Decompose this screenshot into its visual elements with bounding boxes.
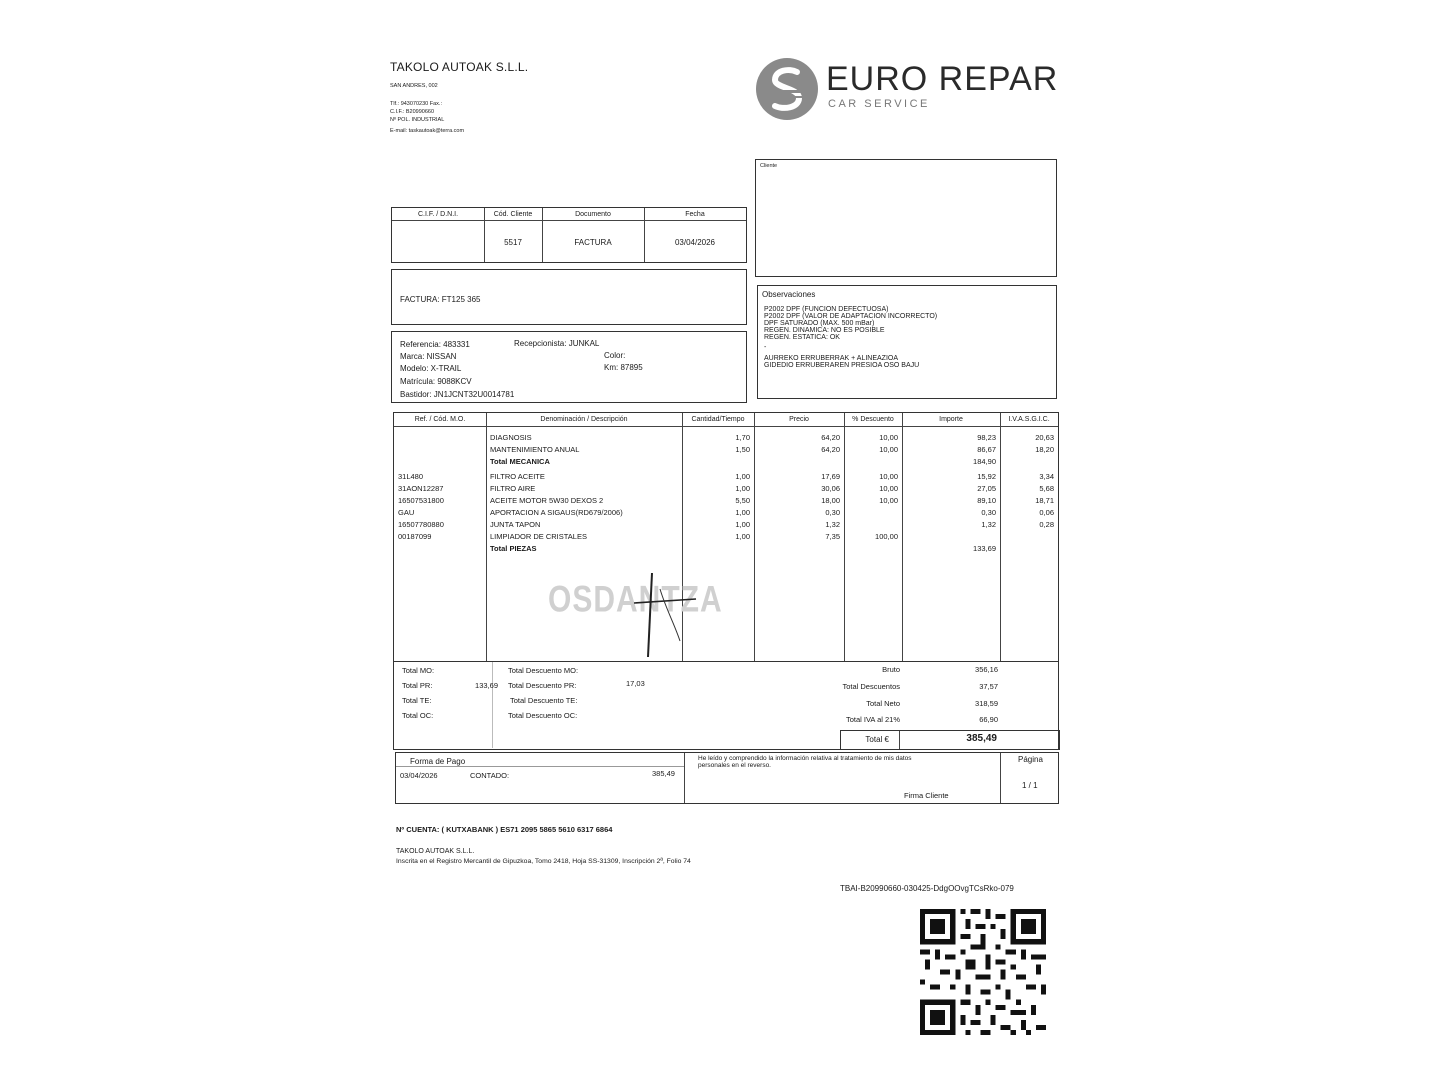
observation-line: DPF SATURADO (MAX. 500 mBar) bbox=[764, 320, 875, 327]
cell-qty: 1,00 bbox=[735, 520, 750, 529]
col-price: Precio bbox=[789, 416, 809, 423]
cell-iva: 5,68 bbox=[1039, 484, 1054, 493]
observation-line: P2002 DPF (FUNCION DEFECTUOSA) bbox=[764, 306, 889, 313]
brand-title: EURO REPAR bbox=[826, 60, 1059, 98]
payment-method: CONTADO: bbox=[470, 771, 510, 780]
cell-iva: 20,63 bbox=[1035, 433, 1054, 442]
workshop-stamp: OSDANTZA bbox=[548, 578, 723, 620]
cell-desc: ACEITE MOTOR 5W30 DEXOS 2 bbox=[490, 496, 604, 505]
cell-iva: 0,06 bbox=[1039, 508, 1054, 517]
cell-price: 64,20 bbox=[821, 445, 840, 454]
vehicle-bastidor: Bastidor: JN1JCNT32U0014781 bbox=[400, 390, 515, 399]
col-disc: % Descuento bbox=[852, 416, 894, 423]
col-ref: Ref. / Cód. M.O. bbox=[414, 416, 466, 423]
cell-amount: 86,67 bbox=[977, 445, 996, 454]
company-name: TAKOLO AUTOAK S.L.L. bbox=[390, 60, 529, 74]
cell-price: 18,00 bbox=[821, 496, 840, 505]
cell-disc: 10,00 bbox=[879, 484, 898, 493]
cell-disc: 100,00 bbox=[875, 532, 898, 541]
cell-ref: 31AON12287 bbox=[398, 484, 444, 493]
company-pol: Nº POL. INDUSTRIAL bbox=[390, 117, 445, 123]
client-box bbox=[755, 159, 1057, 277]
company-email: E-mail: taskautoak@terra.com bbox=[390, 128, 465, 134]
cell-amount: 1,32 bbox=[981, 520, 996, 529]
disc-pr-value: 17,03 bbox=[626, 679, 645, 688]
cell-amount: 89,10 bbox=[977, 496, 996, 505]
cell-amount: 27,05 bbox=[977, 484, 996, 493]
vehicle-km: Km: 87895 bbox=[604, 363, 643, 372]
consent-text-2: personales en el reverso. bbox=[698, 762, 771, 769]
cell-desc: MANTENIMIENTO ANUAL bbox=[490, 445, 580, 454]
cell-amount: 133,69 bbox=[973, 544, 996, 553]
observations-title: Observaciones bbox=[762, 290, 816, 299]
company-address: SAN ANDRES, 002 bbox=[390, 83, 438, 89]
total-iva-label: Total IVA al 21% bbox=[845, 715, 900, 724]
col-qty: Cantidad/Tiempo bbox=[691, 416, 745, 423]
cell-disc: 10,00 bbox=[879, 496, 898, 505]
cell-desc: Total MECANICA bbox=[490, 457, 550, 466]
cell-qty: 1,00 bbox=[735, 472, 750, 481]
cell-desc: Total PIEZAS bbox=[490, 544, 537, 553]
payment-date: 03/04/2026 bbox=[400, 771, 438, 780]
bank-account: Nº CUENTA: ( KUTXABANK ) ES71 2095 5865 5610 6317 6864 bbox=[396, 825, 613, 834]
signature-mark bbox=[630, 569, 700, 659]
qr-code bbox=[920, 909, 1046, 1035]
total-iva-value: 66,90 bbox=[979, 715, 998, 724]
col-iva: I.V.A.S.G.I.C. bbox=[1008, 416, 1050, 423]
cell-iva: 18,71 bbox=[1035, 496, 1054, 505]
footer-company: TAKOLO AUTOAK S.L.L. bbox=[396, 848, 475, 855]
footer-registry: Inscrita en el Registro Mercantil de Gipuzkoa, Tomo 2418, Hoja SS-31309, Inscripción 2ª, Folio 74 bbox=[396, 858, 691, 865]
payment-title: Forma de Pago bbox=[410, 757, 466, 766]
cell-qty: 1,50 bbox=[735, 445, 750, 454]
page-label: Página bbox=[1018, 755, 1043, 764]
vehicle-color: Color: bbox=[604, 351, 626, 360]
consent-text-1: He leído y comprendido la información relativa al tratamiento de mis datos bbox=[698, 755, 912, 762]
cell-ref: 00187099 bbox=[398, 532, 432, 541]
vehicle-referencia: Referencia: 483331 bbox=[400, 340, 470, 349]
cell-amount: 184,90 bbox=[973, 457, 996, 466]
cell-desc: FILTRO AIRE bbox=[490, 484, 536, 493]
observation-line: REGEN. ESTATICA: OK bbox=[764, 334, 840, 341]
client-label: Cliente bbox=[760, 163, 778, 169]
cell-desc: FILTRO ACEITE bbox=[490, 472, 545, 481]
disc-pr-label: Total Descuento PR: bbox=[508, 681, 577, 690]
invoice-number: FACTURA: FT125 365 bbox=[400, 295, 481, 304]
bruto-label: Bruto bbox=[882, 665, 900, 674]
total-neto-value: 318,59 bbox=[975, 699, 998, 708]
vehicle-marca: Marca: NISSAN bbox=[400, 352, 457, 361]
tbai-code: TBAI-B20990660-030425-DdgOOvgTCsRko-079 bbox=[840, 884, 1014, 893]
total-neto-label: Total Neto bbox=[866, 699, 900, 708]
cell-price: 0,30 bbox=[825, 508, 840, 517]
company-phone: Tlf.: 943070230 Fax.: bbox=[390, 101, 442, 107]
observation-line: P2002 DPF (VALOR DE ADAPTACION INCORRECTO) bbox=[764, 313, 938, 320]
grand-total-value: 385,49 bbox=[966, 733, 997, 744]
cell-desc: JUNTA TAPON bbox=[490, 520, 541, 529]
cell-disc: 10,00 bbox=[879, 445, 898, 454]
cell-iva: 0,28 bbox=[1039, 520, 1054, 529]
value-documento: FACTURA bbox=[574, 238, 612, 247]
vehicle-recepcionista: Recepcionista: JUNKAL bbox=[514, 339, 600, 348]
vehicle-matricula: Matrícula: 9088KCV bbox=[400, 377, 472, 386]
cell-desc: DIAGNOSIS bbox=[490, 433, 532, 442]
cell-ref: 16507780880 bbox=[398, 520, 444, 529]
cell-price: 30,06 bbox=[821, 484, 840, 493]
vehicle-box bbox=[391, 331, 747, 403]
euro-repar-logo-icon bbox=[756, 58, 818, 120]
cell-price: 7,35 bbox=[825, 532, 840, 541]
cell-qty: 1,00 bbox=[735, 508, 750, 517]
cell-qty: 5,50 bbox=[735, 496, 750, 505]
observation-line: - bbox=[764, 344, 767, 351]
cell-desc: APORTACION A SIGAUS(RD679/2006) bbox=[490, 508, 623, 517]
cell-qty: 1,00 bbox=[735, 532, 750, 541]
cell-desc: LIMPIADOR DE CRISTALES bbox=[490, 532, 587, 541]
observation-line: REGEN. DINAMICA: NO ES POSIBLE bbox=[764, 327, 885, 334]
cell-qty: 1,00 bbox=[735, 484, 750, 493]
cell-amount: 0,30 bbox=[981, 508, 996, 517]
signature-label: Firma Cliente bbox=[904, 791, 949, 800]
cell-iva: 18,20 bbox=[1035, 445, 1054, 454]
total-te-label: Total TE: bbox=[402, 696, 432, 705]
total-descuentos-value: 37,57 bbox=[979, 682, 998, 691]
observations-box bbox=[757, 285, 1057, 399]
col-amount: Importe bbox=[939, 416, 963, 423]
observation-line: GIDEDIO ERRUBERAREN PRESIOA OSO BAJU bbox=[764, 362, 920, 369]
doc-header-table bbox=[391, 207, 747, 263]
cell-amount: 98,23 bbox=[977, 433, 996, 442]
col-desc: Denominación / Descripción bbox=[540, 416, 628, 423]
total-oc-label: Total OC: bbox=[402, 711, 434, 720]
payment-amount: 385,49 bbox=[652, 769, 675, 778]
value-fecha: 03/04/2026 bbox=[674, 238, 716, 247]
observation-line: AURREKO ERRUBERRAK + ALINEAZIOA bbox=[764, 355, 899, 362]
cell-price: 17,69 bbox=[821, 472, 840, 481]
total-pr-value: 133,69 bbox=[475, 681, 498, 690]
cell-price: 64,20 bbox=[821, 433, 840, 442]
totals-section bbox=[393, 662, 1059, 750]
grand-total-box bbox=[840, 730, 1060, 750]
grand-total-label: Total € bbox=[865, 735, 889, 744]
company-cif: C.I.F.: B20990660 bbox=[390, 109, 435, 115]
vehicle-modelo: Modelo: X-TRAIL bbox=[400, 364, 462, 373]
cell-disc: 10,00 bbox=[879, 433, 898, 442]
cell-price: 1,32 bbox=[825, 520, 840, 529]
disc-te-label: Total Descuento TE: bbox=[510, 696, 578, 705]
header-documento: Documento bbox=[575, 211, 611, 218]
page-value: 1 / 1 bbox=[1022, 781, 1038, 790]
header-cif: C.I.F. / D.N.I. bbox=[417, 211, 459, 218]
items-table bbox=[393, 412, 1059, 662]
total-pr-label: Total PR: bbox=[402, 681, 433, 690]
cell-amount: 15,92 bbox=[977, 472, 996, 481]
invoice-number-box bbox=[391, 269, 747, 325]
brand-subtitle: CAR SERVICE bbox=[828, 98, 930, 110]
cell-ref: 31L480 bbox=[398, 472, 424, 481]
disc-oc-label: Total Descuento OC: bbox=[508, 711, 578, 720]
cell-ref: 16507531800 bbox=[398, 496, 444, 505]
cell-ref: GAU bbox=[398, 508, 415, 517]
header-fecha: Fecha bbox=[685, 211, 705, 218]
value-cod-cliente: 5517 bbox=[504, 238, 522, 247]
disc-mo-label: Total Descuento MO: bbox=[508, 666, 579, 675]
payment-section bbox=[395, 752, 1059, 804]
bruto-value: 356,16 bbox=[975, 665, 998, 674]
total-descuentos-label: Total Descuentos bbox=[842, 682, 900, 691]
cell-iva: 3,34 bbox=[1039, 472, 1054, 481]
total-mo-label: Total MO: bbox=[402, 666, 435, 675]
cell-qty: 1,70 bbox=[735, 433, 750, 442]
cell-disc: 10,00 bbox=[879, 472, 898, 481]
header-cod-cliente: Cód. Cliente bbox=[493, 211, 533, 218]
